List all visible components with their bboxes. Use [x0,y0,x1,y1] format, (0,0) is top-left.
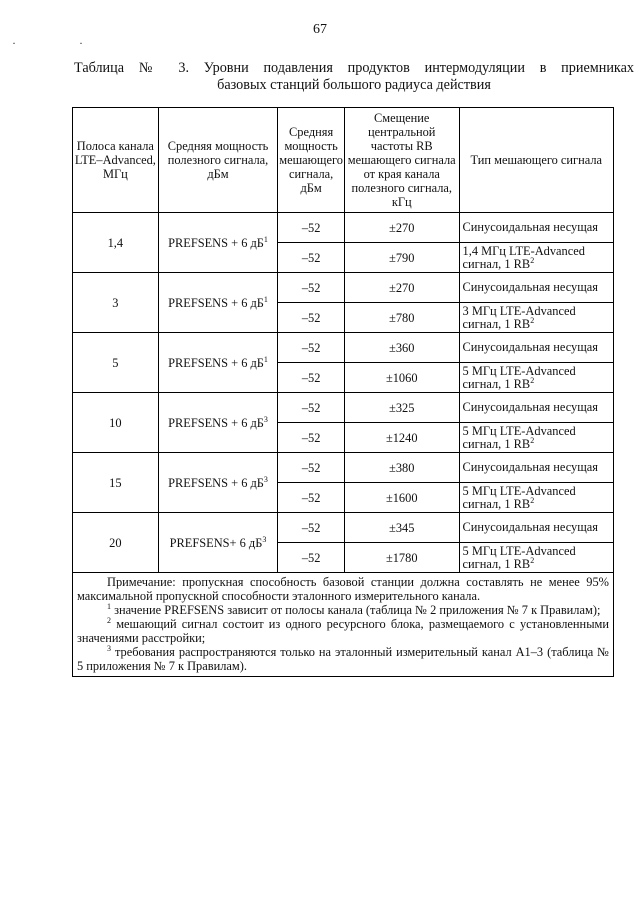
notes-cell [73,573,614,677]
footnote-ref: 3 [262,534,267,544]
wanted-power-text: PREFSENS + 6 дБ [168,475,264,490]
wanted-power-text: PREFSENS+ 6 дБ [169,535,263,550]
table-row [73,513,614,543]
wanted-power-text: PREFSENS + 6 дБ [168,415,264,430]
interferer-power-cell: –52 [278,393,345,423]
interferer-type-cell [459,243,613,273]
band-cell: 15 [73,453,159,513]
footnote-ref: 2 [530,375,535,385]
interferer-power-cell: –52 [278,513,345,543]
interferer-type-text: 1,4 МГц LTE-Advanced сигнал, 1 RB [462,243,585,271]
interferer-power-cell: –52 [278,363,345,393]
interferer-power-cell: –52 [278,423,345,453]
table-title [74,60,634,94]
table-row [73,213,614,243]
footnote-1 [77,603,609,617]
rb-offset-cell: ±345 [344,513,459,543]
interferer-type-cell [459,303,613,333]
footnote-3 [77,645,609,673]
table-title-line-1: Таблица № 3. Уровни подавления продуктов интермодуляции в приемниках [74,60,634,76]
footnote-ref: 2 [530,555,535,565]
page-number: 67 [313,22,327,37]
interferer-type-text: Синусоидальная несущая [462,280,598,294]
header-band: Полоса канала LTE–Advanced, МГц [73,108,159,213]
footnote-ref: 1 [263,294,268,304]
table-row [73,273,614,303]
rb-offset-cell: ±1060 [344,363,459,393]
table-title-line-2: базовых станций большого радиуса действия [217,77,491,93]
note-paragraph [77,575,609,603]
interferer-type-cell [459,333,613,363]
band-cell: 1,4 [73,213,159,273]
rb-offset-cell: ±780 [344,303,459,333]
footnote-ref: 2 [530,435,535,445]
rb-offset-cell: ±790 [344,243,459,273]
band-cell: 5 [73,333,159,393]
interferer-type-text: 5 МГц LTE-Advanced сигнал, 1 RB [462,543,576,571]
footnote-ref: 3 [263,474,268,484]
rb-offset-cell: ±270 [344,213,459,243]
interferer-type-text: Синусоидальная несущая [462,520,598,534]
table-row [73,393,614,423]
interferer-type-text: Синусоидальная несущая [462,340,598,354]
interferer-type-text: Синусоидальная несущая [462,400,598,414]
interferer-type-cell [459,423,613,453]
scan-dots: · · [12,36,113,50]
note-text: значение PREFSENS зависит от полосы канала (таблица № 2 приложения № 7 к Правилам); [114,603,601,617]
wanted-power-cell [158,273,278,333]
interferer-type-cell [459,363,613,393]
band-cell: 3 [73,273,159,333]
rb-offset-cell: ±1780 [344,543,459,573]
interferer-type-cell [459,393,613,423]
table-row [73,333,614,363]
wanted-power-text: PREFSENS + 6 дБ [168,235,264,250]
interferer-type-cell [459,543,613,573]
band-cell: 10 [73,393,159,453]
interferer-power-cell: –52 [278,213,345,243]
interferer-power-cell: –52 [278,243,345,273]
footnote-ref: 1 [263,354,268,364]
interferer-type-text: Синусоидальная несущая [462,460,598,474]
table-body [73,213,614,573]
intermodulation-table [72,107,614,677]
rb-offset-cell: ±1240 [344,423,459,453]
notes-row [73,573,614,677]
wanted-power-cell [158,453,278,513]
interferer-power-cell: –52 [278,453,345,483]
rb-offset-cell: ±360 [344,333,459,363]
header-rb-offset: Смещение центральной частоты RB мешающего сигнала от края канала полезного сигнала, кГц [344,108,459,213]
interferer-power-cell: –52 [278,543,345,573]
interferer-type-text: 5 МГц LTE-Advanced сигнал, 1 RB [462,363,576,391]
note-text: мешающий сигнал состоит из одного ресурсного блока, размещаемого с установленными значениями расстройки; [77,617,609,645]
footnote-2 [77,617,609,645]
rb-offset-cell: ±1600 [344,483,459,513]
wanted-power-text: PREFSENS + 6 дБ [168,295,264,310]
header-wanted-power: Средняя мощность полезного сигнала, дБм [158,108,278,213]
band-cell: 20 [73,513,159,573]
note-text: требования распространяются только на эталонный измерительный канал А1–3 (таблица № 5 приложения № 7 к Правилам). [77,645,609,673]
wanted-power-cell [158,213,278,273]
footnote-ref: 3 [263,414,268,424]
note-text: Примечание: пропускная способность базовой станции должна составлять не менее 95% максимальной пропускной способности эталонного измерительного канала. [77,575,609,603]
footnote-ref: 1 [263,234,268,244]
interferer-type-text: Синусоидальная несущая [462,220,598,234]
interferer-type-cell [459,213,613,243]
interferer-type-text: 5 МГц LTE-Advanced сигнал, 1 RB [462,423,576,451]
interferer-power-cell: –52 [278,303,345,333]
interferer-type-cell [459,513,613,543]
footnote-ref: 2 [530,495,535,505]
header-interferer-type: Тип мешающего сигнала [459,108,613,213]
wanted-power-cell [158,513,278,573]
wanted-power-text: PREFSENS + 6 дБ [168,355,264,370]
wanted-power-cell [158,333,278,393]
table-row [73,453,614,483]
interferer-power-cell: –52 [278,333,345,363]
interferer-type-cell [459,273,613,303]
interferer-type-cell [459,453,613,483]
interferer-type-text: 3 МГц LTE-Advanced сигнал, 1 RB [462,303,576,331]
interferer-power-cell: –52 [278,273,345,303]
rb-offset-cell: ±380 [344,453,459,483]
footnote-marker: 3 [107,644,111,653]
rb-offset-cell: ±325 [344,393,459,423]
interferer-type-cell [459,483,613,513]
header-row [73,108,614,213]
interferer-power-cell: –52 [278,483,345,513]
footnote-ref: 2 [530,315,535,325]
header-interferer-power: Средняя мощность мешающего сигнала, дБм [278,108,345,213]
interferer-type-text: 5 МГц LTE-Advanced сигнал, 1 RB [462,483,576,511]
footnote-ref: 2 [530,255,535,265]
rb-offset-cell: ±270 [344,273,459,303]
footnote-marker: 2 [107,616,111,625]
footnote-marker: 1 [107,602,111,611]
wanted-power-cell [158,393,278,453]
